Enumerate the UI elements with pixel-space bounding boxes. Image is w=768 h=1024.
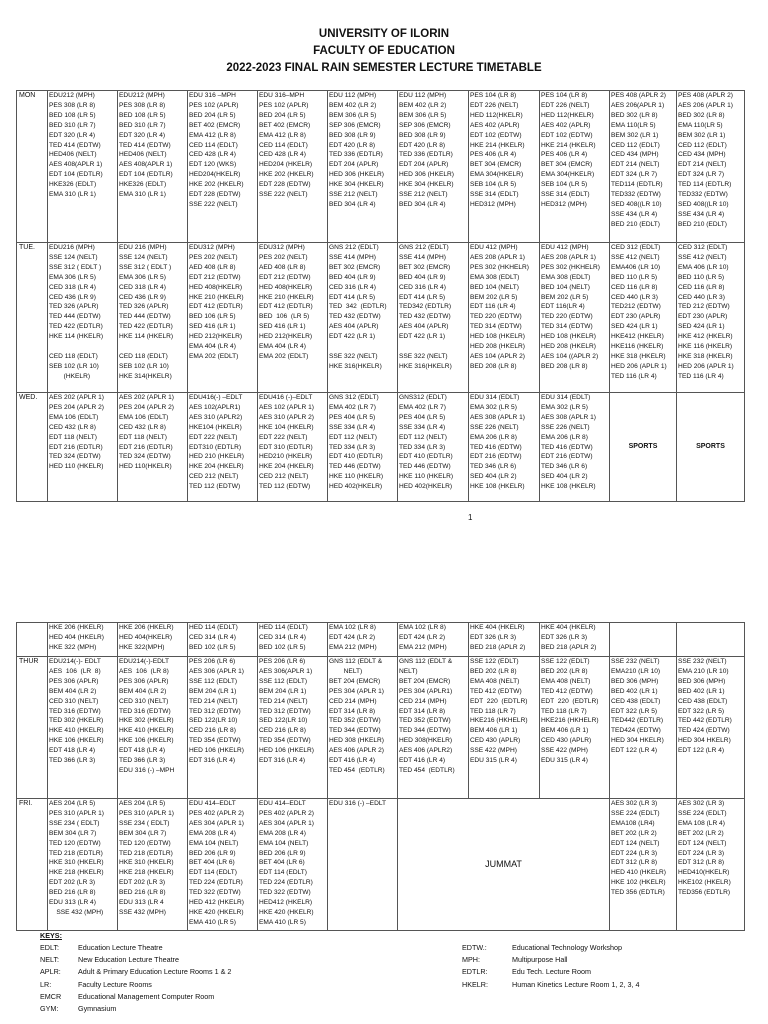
- schedule-cell: GNS 212 (EDLT) SSE 414 (MPH) BET 302 (EMCR) BED 404 (LR 9) CED 316 (LR 4) EDT 414 (LR 5) TED 342 (EDTLR) TED 432 (EDTW) AES 404 (APLR) EDT 422 (LR 1) SSE 322 (NELT) HKE 316(HKELR): [328, 243, 398, 393]
- day-label: WED.: [17, 393, 48, 502]
- sports-cell: SPORTS: [677, 393, 745, 502]
- schedule-cell: AES 204 (LR 5) PES 310 (APLR 1) SSE 234 ( EDLT) BEM 304 (LR 7) TED 120 (EDTW) TED 218 (EDTLR) HKE 310 (HKELR) HKE 218 (HKELR) EDT 202 (LR 3) BED 216 (LR 8) EDU 313 (LR 4 SSE 432 (MPH): [118, 799, 188, 931]
- schedule-cell: EMA 102 (LR 8) EDT 424 (LR 2) EMA 212 (MPH): [328, 623, 398, 657]
- schedule-cell: EDU 316 –MPH PES 102 (APLR) BED 204 (LR 5) BET 402 (EMCR) EMA 412 (LR 8) CED 114 (EDLT) CED 428 (LR 4) EDT 120 (WKS) HED204(HKELR) HKE 202 (HKELR) EDT 228 (EDTW) SSE 222 (NELT): [188, 91, 258, 243]
- page-number: 1: [468, 513, 473, 522]
- schedule-cell: EDU216 (MPH) SSE 124 (NELT) SSE 312 ( EDLT ) EMA 306 (LR 5) CED 318 (LR 4) CED 436 (LR 9) TED 326 (APLR) TED 444 (EDTW) TED 422 (EDTLR) HKE 114 (HKELR) CED 118 (EDLT) SEB 102 (LR 10) (HKELR): [48, 243, 118, 393]
- schedule-cell: GNS 112 (EDLT & NELT) BET 204 (EMCR) PES 304 (APLR1) CED 214 (MPH) EDT 314 (LR 8) TED 352 (EDTW) TED 344 (EDTW) HED 308(HKELR) AES 406 (APLR2) EDT 416 (LR 4) TED 454 (EDTLR): [398, 657, 469, 799]
- schedule-cell: EDU 112 (MPH) BEM 402 (LR 2) BEM 306 (LR 5) SEP 306 (EMCR) BED 308 (LR 9) EDT 420 (LR 8) TED 336 (EDTLR) EDT 204 (APLR) HED 306 (HKELR) HKE 304 (HKELR) SSE 212 (NELT) BED 304 (LR 4): [398, 91, 469, 243]
- schedule-cell: HED 114 (EDLT) CED 314 (LR 4) BED 102 (LR 5): [188, 623, 258, 657]
- keys-heading: KEYS:: [40, 931, 62, 940]
- key-abbreviation: EDLT:: [40, 943, 60, 952]
- day-row-tue: [17, 243, 745, 393]
- schedule-cell: EDU212 (MPH) PES 308 (LR 8) BED 108 (LR 5) BED 310 (LR 7) EDT 320 (LR 4) TED 414 (EDTW) HED406 (NELT) AES 408(APLR 1) EDT 104 (EDTLR) HKE326 (EDLT) EMA 310 (LR 1): [48, 91, 118, 243]
- schedule-cell: [610, 623, 677, 657]
- keys-section: [40, 930, 62, 942]
- day-label: [17, 623, 48, 657]
- schedule-cell: PES 206 (LR 6) AES 306(APLR 1) SSE 112 (EDLT) BEM 204 (LR 1) TED 214 (NELT) TED 312 (EDTW) SED 122(LR 10) CED 216 (LR 8) TED 354 (EDTW) HED 106 (HKELR) EDT 316 (LR 4): [258, 657, 328, 799]
- schedule-cell: HKE 404 (HKELR) EDT 326 (LR 3) BED 218 (APLR 2): [540, 623, 610, 657]
- key-entry: [40, 979, 231, 991]
- day-label: FRI.: [17, 799, 48, 931]
- schedule-cell: EDU 316–MPH PES 102 (APLR) BED 204 (LR 5) BET 402 (EMCR) EMA 412 (LR 8) CED 114 (EDLT) CED 428 (LR 4) HED204 (HKELR) HKE 202 (HKELR) EDT 228 (EDTW) SSE 222 (NELT): [258, 91, 328, 243]
- schedule-cell: EDU214(-)-EDLT AES 106 (LR 8) PES 306 (APLR) BEM 404 (LR 2) CED 310 (NELT) TED 316 (EDTW) HKE 302 (HKELR) HKE 410 (HKELR) HKE 106 (HKELR) EDT 418 (LR 4) TED 366 (LR 3) EDU 316 (-) –MPH: [118, 657, 188, 799]
- keys-right-column: [462, 942, 639, 991]
- day-row-continued: [17, 623, 745, 657]
- schedule-cell: SSE 232 (NELT) EMA 210 (LR 10) BED 306 (MPH) BED 402 (LR 1) CED 438 (EDLT) EDT 322 (LR 5) TED 442 (EDTLR) TED 424 (EDTW) HED 304 HKELR) EDT 122 (LR 4): [677, 657, 745, 799]
- schedule-cell: HKE 206 (HKELR) HED 404(HKELR) HKE 322(MPH): [118, 623, 188, 657]
- key-description: Educational Management Computer Room: [78, 991, 215, 1001]
- jummat-cell: JUMMAT: [398, 799, 610, 931]
- schedule-cell: AES 202 (APLR 1) PES 204 (APLR 2) EMA 106 (EDLT) CED 432 (LR 8) EDT 118 (NELT) EDT 216 (EDTLR) TED 324 (EDTW) HED 110(HKELR): [118, 393, 188, 502]
- key-entry: [462, 979, 639, 991]
- university-title: UNIVERSITY OF ILORIN: [318, 28, 450, 40]
- schedule-cell: EDU 414–EDLT PES 402 (APLR 2) AES 304 (APLR 1) EMA 208 (LR 4) EMA 104 (NELT) BED 206 (LR 9) BET 404 (LR 6) EDT 114 (EDLT) TED 224 (EDTLR) TED 322 (EDTW) HED412 (HKELR) HKE 420 (HKELR) EMA 410 (LR 5): [258, 799, 328, 931]
- day-label: THUR: [17, 657, 48, 799]
- day-label: MON: [17, 91, 48, 243]
- key-entry: [40, 942, 231, 954]
- key-description: Education Lecture Theatre: [78, 943, 163, 952]
- key-description: Multipurpose Hall: [512, 955, 568, 965]
- key-entry: [40, 1003, 231, 1015]
- schedule-cell: GNS312 (EDLT) EMA 402 (LR 7) PES 404 (LR 5) SSE 334 (LR 4) EDT 112 (NELT) TED 334 (LR 3) EDT 410 (EDTLR) TED 446 (EDTW) HKE 110 (HKELR) HED 402(HKELR): [398, 393, 469, 502]
- schedule-cell: EDU212 (MPH) PES 308 (LR 8) BED 108 (LR 5) BED 310 (LR 7) EDT 320 (LR 4) TED 414 (EDTW) HED406 (NELT) AES 408(APLR 1) EDT 104 (EDTLR) HKE326 (EDLT) EMA 310 (LR 1): [118, 91, 188, 243]
- key-entry: [40, 954, 231, 966]
- schedule-cell: EDU 414–EDLT PES 402 (APLR 2) AES 304 (APLR 1) EMA 208 (LR 4) EMA 104 (NELT) BED 206 (LR 9) BET 404 (LR 6) EDT 114 (EDLT) TED 224 (EDTLR) TED 322 (EDTW) HED 412 (HKELR) HKE 420 (HKELR) EMA 410 (LR 5): [188, 799, 258, 931]
- schedule-cell: GNS 312 (EDLT) EMA 402 (LR 7) PES 404 (LR 5) SSE 334 (LR 4) EDT 112 (NELT) TED 334 (LR 3) EDT 410 (EDTLR) TED 446 (EDTW) HKE 110 (HKELR) HED 402(HKELR): [328, 393, 398, 502]
- schedule-cell: PES 104 (LR 8) EDT 226 (NELT) HED 112(HKELR) AES 402 (APLR) EDT 102 (EDTW) HKE 214 (HKELR) PES 406 (LR 4) BET 304 (EMCR) EMA 304(HKELR) SEB 104 (LR 5) SSE 314 (EDLT) HED312 (MPH): [469, 91, 540, 243]
- schedule-cell: [677, 623, 745, 657]
- key-abbreviation: HKELR:: [462, 979, 488, 989]
- key-abbreviation: EDTW.:: [462, 943, 487, 952]
- key-description: Faculty Lecture Rooms: [78, 979, 152, 989]
- sports-cell: SPORTS: [610, 393, 677, 502]
- schedule-cell: HKE 404 (HKELR) EDT 326 (LR 3) BED 218 (APLR 2): [469, 623, 540, 657]
- key-abbreviation: MPH:: [462, 955, 480, 965]
- schedule-cell: AES 302 (LR 3) SSE 224 (EDLT) EMA108 (LR4) BET 202 (LR 2) EDT 124 (NELT) EDT 224 (LR 3) EDT 312 (LR 8) HED 410 (HKELR) HKE 102 (HKELR) TED 356 (EDTLR): [610, 799, 677, 931]
- schedule-cell: EDU416 (-)–EDLT AES 102 (APLR 1) AES 310 (APLR 2) HKE 104 (HKELR) EDT 222 (NELT) EDT 310 (EDTLR) HED210 (HKELR) HKE 204 (HKELR) CED 212 (NELT) TED 112 (EDTW): [258, 393, 328, 502]
- schedule-cell: EDU 216 (MPH) SSE 124 (NELT) SSE 312 ( EDLT ) EMA 306 (LR 5) CED 318 (LR 4) CED 436 (LR 9) TED 326 (APLR) TED 444 (EDTW) TED 422 (EDTLR) HKE 114 (HKELR) CED 118 (EDLT) SEB 102 (LR 10) HKE 314(HKELR): [118, 243, 188, 393]
- schedule-cell: EDU 412 (MPH) AES 208 (APLR 1) PES 302 (HKHELR) EMA 308 (EDLT) BED 104 (NELT) BEM 202 (LR 5) EDT 116 (LR 4) TED 220 (EDTW) TED 314 (EDTW) HED 108 (HKELR) HED 208 (HKELR) AES 104 (APLR 2) BED 208 (LR 8): [469, 243, 540, 393]
- schedule-cell: HKE 206 (HKELR) HED 404 (HKELR) HKE 322 (MPH): [48, 623, 118, 657]
- timetable-part-1: [16, 90, 745, 502]
- timetable-part-2: [16, 622, 745, 931]
- schedule-cell: CED 312 (EDLT) SSE 412 (NELT) EMA 406 (LR 10) BED 110 (LR 5) CED 116 (LR 8) CED 440 (LR 3) TED 212 (EDTW) EDT 230 (APLR) SED 424 (LR 1) HKE 412 (HKELR) HKE 116 (HKELR) HKE 318 (HKELR) HED 206 (APLR 1) TED 116 (LR 4): [677, 243, 745, 393]
- key-entry: [462, 966, 639, 978]
- key-description: Edu Tech. Lecture Room: [512, 967, 591, 977]
- schedule-cell: AES 204 (LR 5) PES 310 (APLR 1) SSE 234 ( EDLT) BEM 304 (LR 7) TED 120 (EDTW) TED 218 (EDTLR) HKE 310 (HKELR) HKE 218 (HKELR) EDT 202 (LR 3) BED 216 (LR 8) EDU 313 (LR 4) SSE 432 (MPH): [48, 799, 118, 931]
- key-abbreviation: NELT:: [40, 955, 60, 965]
- day-row-fri: [17, 799, 745, 931]
- schedule-cell: AES 202 (APLR 1) PES 204 (APLR 2) EMA 106 (EDLT) CED 432 (LR 8) EDT 118 (NELT) EDT 216 (EDTLR) TED 324 (EDTW) HED 110 (HKELR): [48, 393, 118, 502]
- day-row-wed: [17, 393, 745, 502]
- schedule-cell: EMA 102 (LR 8) EDT 424 (LR 2) EMA 212 (MPH): [398, 623, 469, 657]
- schedule-cell: EDU214(-)- EDLT AES 106 (LR 8) PES 306 (APLR) BEM 404 (LR 2) CED 310 (NELT) TED 316 (EDTW) TED 302 (HKELR) HKE 410 (HKELR) HKE 106 (HKELR) EDT 418 (LR 4) TED 366 (LR 3): [48, 657, 118, 799]
- key-description: New Education Lecture Theatre: [78, 955, 179, 965]
- schedule-cell: SSE 232 (NELT) EMA210 (LR 10) BED 306 (MPH) BED 402 (LR 1) CED 438 (EDLT) EDT 322 (LR 5) TED442 (EDTLR) TED424 (EDTW) HED 304 HKELR) EDT 122 (LR 4): [610, 657, 677, 799]
- faculty-title: FACULTY OF EDUCATION: [313, 45, 455, 57]
- schedule-cell: AES 302 (LR 3) SSE 224 (EDLT) EMA 108 (LR 4) BET 202 (LR 2) EDT 124 (NELT) EDT 224 (LR 3) EDT 312 (LR 8) HED410(HKELR) HKE102 (HKELR) TED356 (EDTLR): [677, 799, 745, 931]
- schedule-cell: PES 206 (LR 6) AES 306 (APLR 1) SSE 112 (EDLT) BEM 204 (LR 1) TED 214 (NELT) TED 312 (EDTW) SED 122(LR 10) CED 216 (LR 8) TED 354 (EDTW) HED 106 (HKELR) EDT 316 (LR 4): [188, 657, 258, 799]
- schedule-cell: PES 408 (APLR 2) AES 206(APLR 1) BED 302 (LR 8) EMA 110(LR 5) BEM 302 (LR 1) CED 112 (EDLT) CED 434 (MPH) EDT 214 (NELT) EDT 324 (LR 7) TED114 (EDTLR) TED332 (EDTW) SED 408((LR 10) SSE 434 (LR 4) BED 210 (EDLT): [610, 91, 677, 243]
- key-description: Educational Technology Workshop: [512, 943, 623, 952]
- schedule-cell: EDU 314 (EDLT) EMA 302 (LR 5) AES 308 (APLR 1) SSE 226 (NELT) EMA 206 (LR 8) TED 416 (EDTW) EDT 216 (EDTW) TED 346 (LR 6) SED 404 (LR 2) HKE 108 (HKELR): [469, 393, 540, 502]
- key-entry: [40, 991, 231, 1003]
- schedule-cell: EDU 314 (EDLT) EMA 302 (LR 5) AES 308 (APLR 1) SSE 226 (NELT) EMA 206 (LR 8) TED 416 (EDTW) EDT 216 (EDTW) TED 346 (LR 6) SED 404 (LR 2) HKE 108 (HKELR): [540, 393, 610, 502]
- key-description: Adult & Primary Education Lecture Rooms 1 & 2: [78, 967, 232, 977]
- key-entry: [462, 942, 639, 954]
- key-description: Human Kinetics Lecture Room 1, 2, 3, 4: [512, 979, 640, 989]
- schedule-cell: CED 312 (EDLT) SSE 412 (NELT) EMA406 (LR 10) BED 110 (LR 5) CED 116 (LR 8) CED 440 (LR 3) TED212 (EDTW) EDT 230 (APLR) SED 424 (LR 1) HKE412 (HKELR) HKE116 (HKELR) HKE 318 (HKELR) HED 206 (APLR 1) TED 116 (LR 4): [610, 243, 677, 393]
- schedule-cell: EDU416(-) –EDLT AES 102(APLR1) AES 310 (APLR2) HKE104 (HKELR) EDT 222 (NELT) EDT310 (EDTLR) HED 210 (HKELR) HKE 204 (HKELR) CED 212 (NELT) TED 112 (EDTW): [188, 393, 258, 502]
- schedule-cell: SSE 122 (EDLT) BED 202 (LR 8) EMA 408 (NELT) TED 412 (EDTW) EDT 220 (EDTLR) TED 118 (LR 7) HKE216 (HKHELR) BEM 406 (LR 1) CED 430 (APLR) SSE 422 (MPH) EDU 315 (LR 4): [469, 657, 540, 799]
- key-abbreviation: APLR:: [40, 967, 61, 977]
- keys-left-column: [40, 942, 231, 1015]
- key-description: Gymnasium: [78, 1004, 117, 1014]
- schedule-cell: EDU 316 (-) –EDLT: [328, 799, 398, 931]
- schedule-cell: GNS 212 (EDLT) SSE 414 (MPH) BET 302 (EMCR) BED 404 (LR 9) CED 316 (LR 4) EDT 414 (LR 5) TED342 (EDTLR) TED 432 (EDTW) AES 404 (APLR) EDT 422 (LR 1) SSE 322 (NELT) HKE 316(HKELR): [398, 243, 469, 393]
- day-row-mon: [17, 91, 745, 243]
- schedule-cell: EDU312 (MPH) PES 202 (NELT) AED 408 (LR 8) EDT 212 (EDTW) HED 408(HKELR) HKE 210 (HKELR) EDT 412 (EDTLR) BED 106 (LR 5) SED 416 (LR 1) HED 212(HKELR) EMA 404 (LR 4) EMA 202 (EDLT): [258, 243, 328, 393]
- schedule-cell: GNS 112 (EDLT & NELT) BET 204 (EMCR) PES 304 (APLR 1) CED 214 (MPH) EDT 314 (LR 8) TED 352 (EDTW) TED 344 (EDTW) HED 308 (HKELR) AES 406 (APLR 2) EDT 416 (LR 4) TED 454 (EDTLR): [328, 657, 398, 799]
- key-abbreviation: EDTLR:: [462, 967, 488, 977]
- day-label: TUE.: [17, 243, 48, 393]
- schedule-cell: SSE 122 (EDLT) BED 202 (LR 8) EMA 408 (NELT) TED 412 (EDTW) EDT 220 (EDTLR) TED 118 (LR 7) HKE216 (HKHELR) BEM 406 (LR 1) CED 430 (APLR) SSE 422 (MPH) EDU 315 (LR 4): [540, 657, 610, 799]
- key-abbreviation: EMCR: [40, 991, 62, 1001]
- schedule-cell: HED 114 (EDLT) CED 314 (LR 4) BED 102 (LR 5): [258, 623, 328, 657]
- timetable-title: 2022-2023 FINAL RAIN SEMESTER LECTURE TIMETABLE: [226, 62, 542, 74]
- schedule-cell: PES 104 (LR 8) EDT 226 (NELT) HED 112(HKELR) AES 402 (APLR) EDT 102 (EDTW) HKE 214 (HKELR) PES 406 (LR 4) BET 304 (EMCR) EMA 304(HKELR) SEB 104 (LR 5) SSE 314 (EDLT) HED312 (MPH): [540, 91, 610, 243]
- schedule-cell: EDU312 (MPH) PES 202 (NELT) AED 408 (LR 8) EDT 212 (EDTW) HED 408(HKELR) HKE 210 (HKELR) EDT 412 (EDTLR) BED 106 (LR 5) SED 416 (LR 1) HED 212(HKELR) EMA 404 (LR 4) EMA 202 (EDLT): [188, 243, 258, 393]
- key-abbreviation: GYM:: [40, 1004, 59, 1014]
- schedule-cell: EDU 112 (MPH) BEM 402 (LR 2) BEM 306 (LR 5) SEP 306 (EMCR) BED 308 (LR 9) EDT 420 (LR 8) TED 336 (EDTLR) EDT 204 (APLR) HED 306 (HKELR) HKE 304 (HKELR) SSE 212 (NELT) BED 304 (LR 4): [328, 91, 398, 243]
- schedule-cell: EDU 412 (MPH) AES 208 (APLR 1) PES 302 (HKHELR) EMA 308 (EDLT) BED 104 (NELT) BEM 202 (LR 5) EDT 116(LR 4) TED 220 (EDTW) TED 314 (EDTW) HED 108 (HKELR) HED 208 (HKELR) AES 104 ((APLR 2) BED 208 (LR 8): [540, 243, 610, 393]
- key-abbreviation: LR:: [40, 979, 52, 989]
- key-entry: [462, 954, 639, 966]
- schedule-cell: PES 408 (APLR 2) AES 206 (APLR 1) BED 302 (LR 8) EMA 110(LR 5) BEM 302 (LR 1) CED 112 (EDLT) CED 434 (MPH) EDT 214 (NELT) EDT 324 (LR 7) TED 114 (EDTLR) TED332 (EDTW) SED 408((LR 10) SSE 434 (LR 4) BED 210 (EDLT): [677, 91, 745, 243]
- day-row-thur: [17, 657, 745, 799]
- key-entry: [40, 966, 231, 978]
